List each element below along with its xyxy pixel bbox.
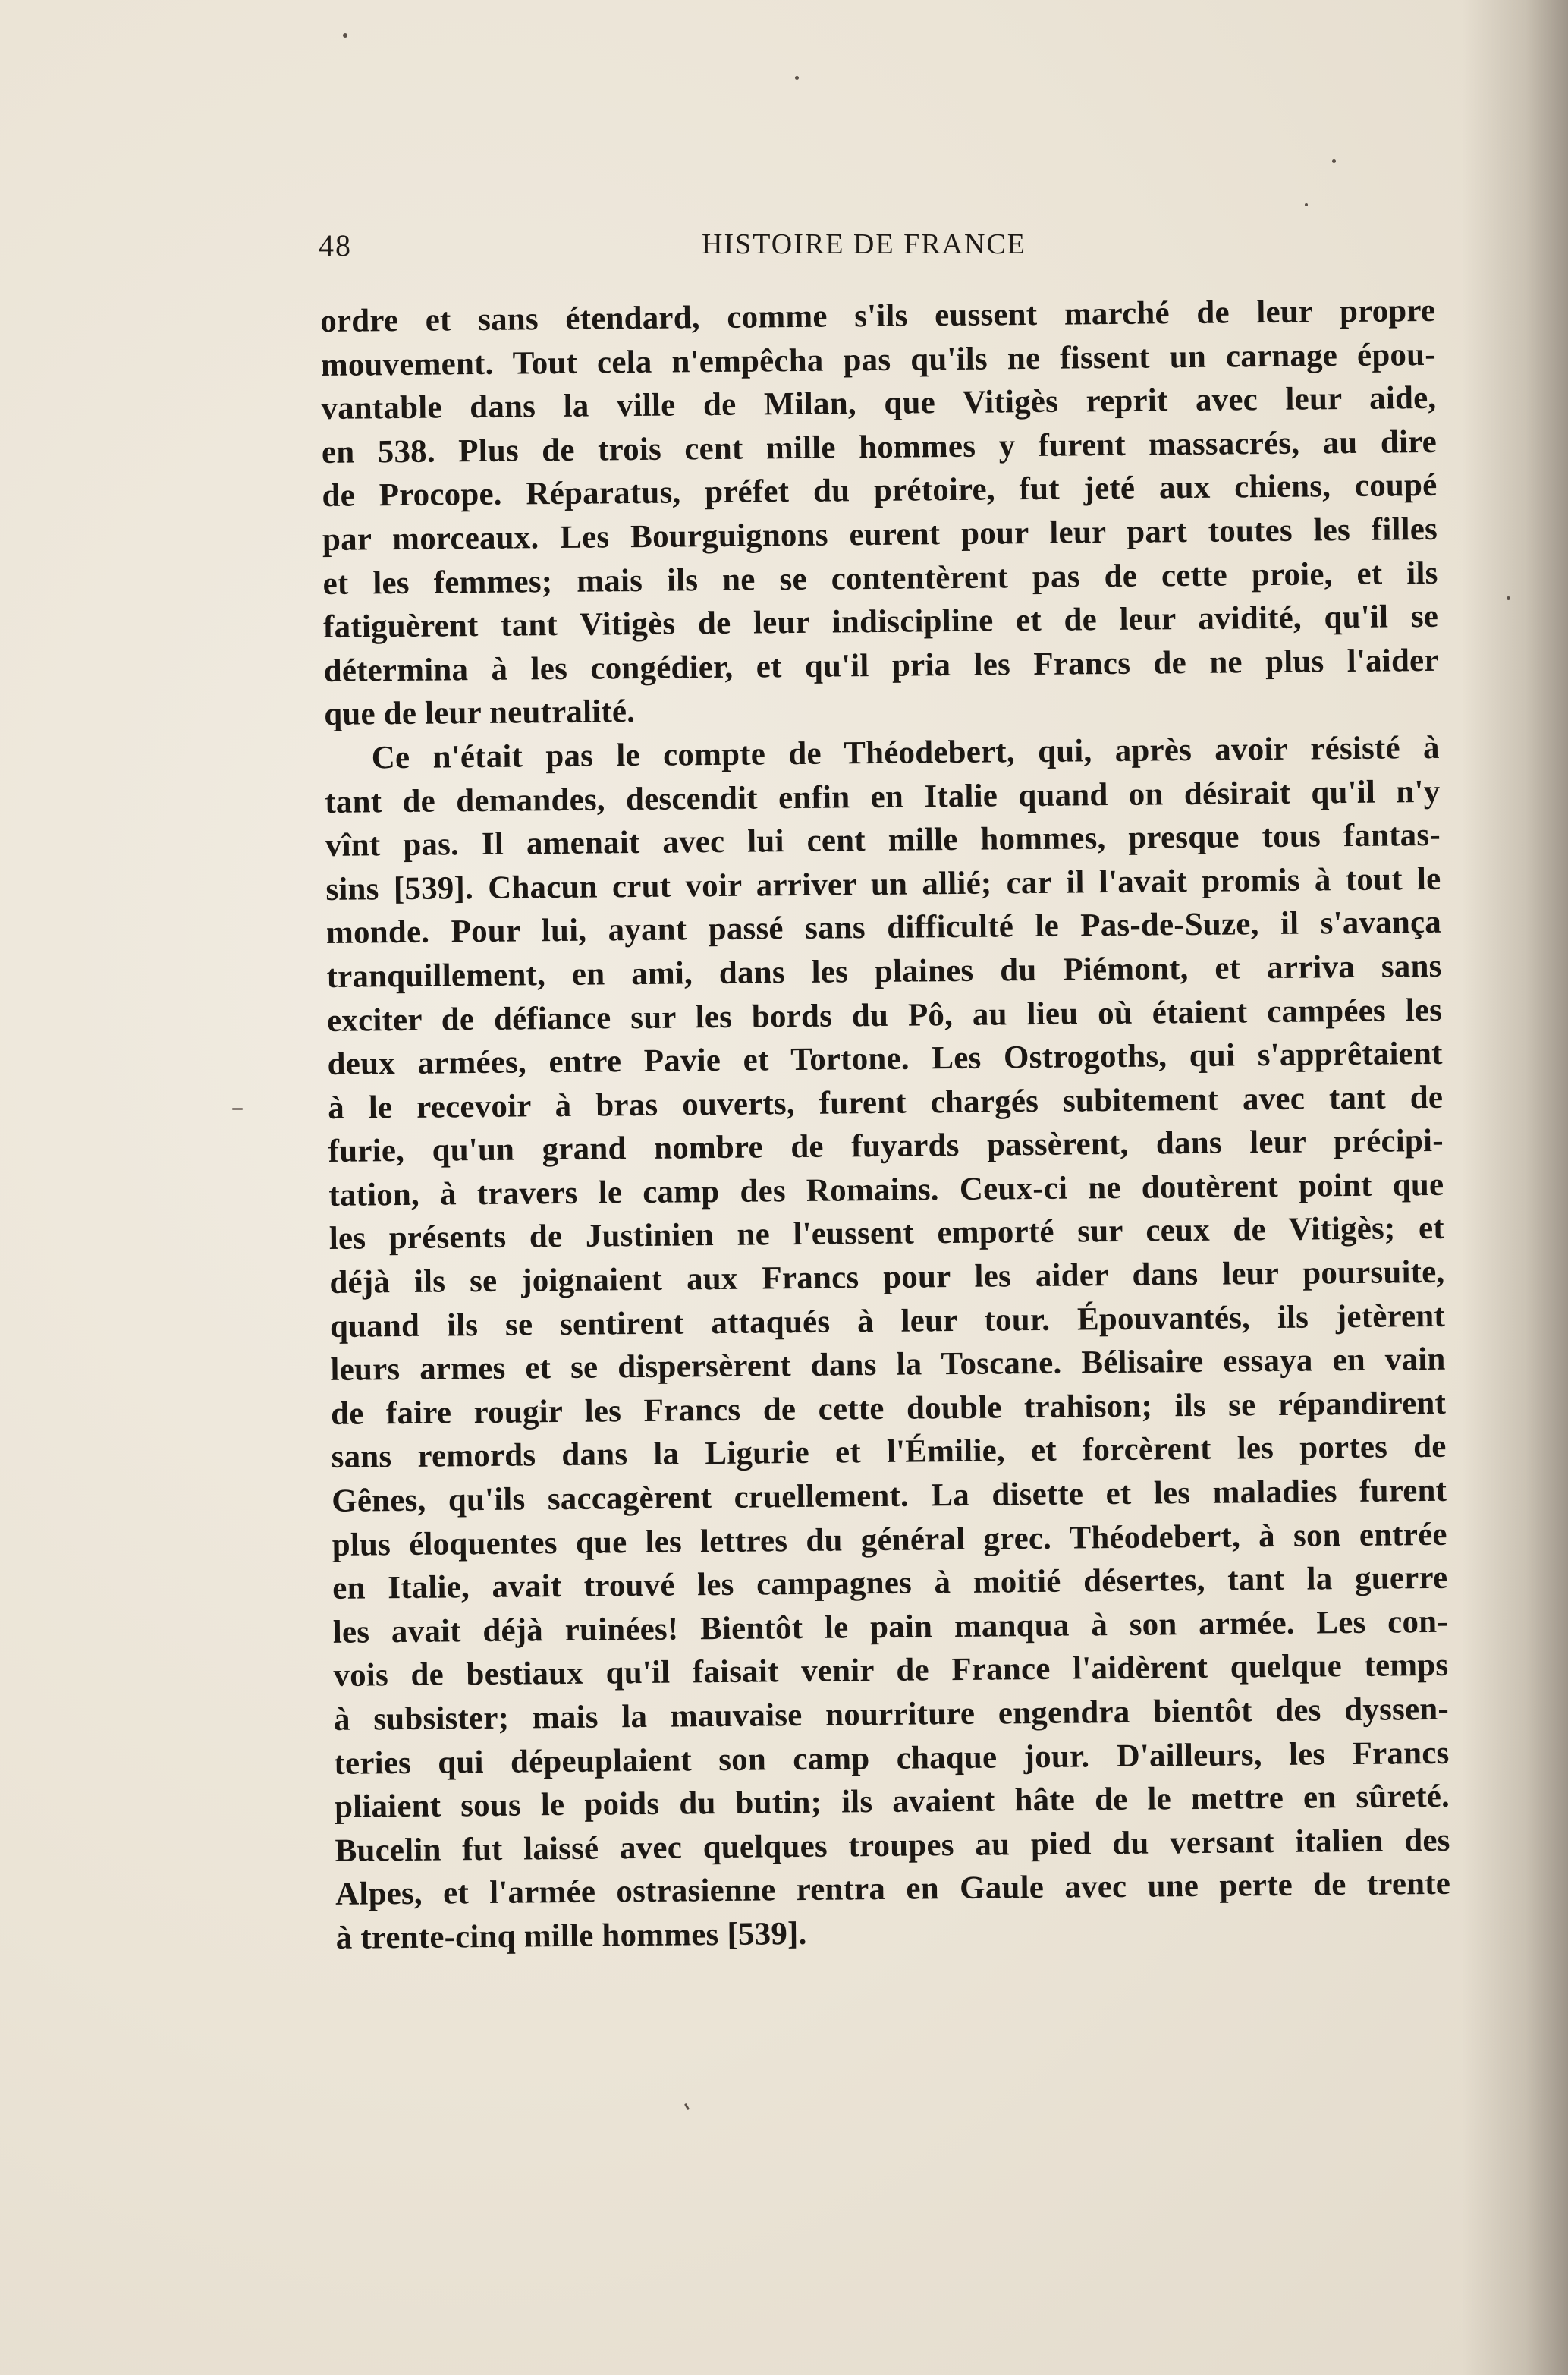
text-line: fatiguèrent tant Vitigès de leur indiscipline et de leur avidité, qu'il se — [322, 599, 1439, 646]
paper-speck — [684, 2103, 690, 2110]
text-line: déjà ils se joignaient aux Francs pour les aider dans leur poursuite, — [329, 1254, 1445, 1301]
paper-speck — [343, 33, 347, 38]
text-line: sans remords dans la Ligurie et l'Émilie, et forcèrent les portes de — [331, 1429, 1447, 1476]
paragraph-1 — [320, 289, 1439, 737]
text-line: à le recevoir à bras ouverts, furent chargés subitement avec tant de — [327, 1079, 1444, 1126]
text-line: vois de bestiaux qu'il faisait venir de France l'aidèrent quelque temps — [333, 1647, 1449, 1694]
text-line: vînt pas. Il amenait avec lui cent mille hommes, presque tous fantas- — [325, 816, 1441, 864]
text-line: furie, qu'un grand nombre de fuyards passèrent, dans leur précipi- — [328, 1123, 1444, 1170]
text-line: leurs armes et se dispersèrent dans la Toscane. Bélisaire essaya en vain — [330, 1342, 1446, 1389]
text-line: les présents de Justinien ne l'eussent emporté sur ceux de Vitigès; et — [328, 1210, 1445, 1257]
text-line: mouvement. Tout cela n'empêcha pas qu'ils ne fissent un carnage épou- — [320, 336, 1436, 383]
text-line: ordre et sans étendard, comme s'ils eussent marché de leur propre — [320, 292, 1436, 339]
paper-speck — [232, 1108, 243, 1110]
text-line: monde. Pour lui, ayant passé sans difficulté le Pas-de-Suze, il s'avança — [325, 904, 1442, 952]
paper-speck — [1332, 159, 1336, 163]
page-number: 48 — [319, 228, 352, 263]
text-line: tranquillement, en ami, dans les plaines du Piémont, et arriva sans — [326, 948, 1442, 995]
text-line: exciter de défiance sur les bords du Pô, au lieu où étaient campées les — [326, 992, 1443, 1039]
text-line: en Italie, avait trouvé les campagnes à moitié désertes, tant la guerre — [332, 1560, 1448, 1607]
text-line: Alpes, et l'armée ostrasienne rentra en Gaule avec une perte de trente — [335, 1866, 1451, 1913]
text-line: tant de demandes, descendit enfin en Italie quand on désirait qu'il n'y — [325, 773, 1441, 820]
page-gutter-shadow — [1462, 0, 1568, 2375]
text-line: plus éloquentes que les lettres du général grec. Théodebert, à son entrée — [332, 1516, 1447, 1563]
text-line: détermina à les congédier, et qu'il pria les Francs de ne plus l'aider — [323, 642, 1439, 689]
text-line: deux armées, entre Pavie et Tortone. Les Ostrogoths, qui s'apprêtaient — [327, 1035, 1443, 1083]
text-line: en 538. Plus de trois cent mille hommes y furent massacrés, au dire — [321, 423, 1438, 470]
paper-speck — [1305, 203, 1308, 206]
paragraph-2 — [325, 726, 1451, 1961]
running-title: HISTOIRE DE FRANCE — [702, 228, 1026, 260]
text-line: Ce n'était pas le compte de Théodebert, qui, après avoir résisté à — [371, 729, 1440, 776]
text-line: sins [539]. Chacun crut voir arriver un allié; car il l'avait promis à tout le — [325, 860, 1441, 908]
text-line: et les femmes; mais ils ne se contentèrent pas de cette proie, et ils — [322, 555, 1438, 602]
text-line: Gênes, qu'ils saccagèrent cruellement. La disette et les maladies furent — [331, 1472, 1447, 1519]
text-line: teries qui dépeuplaient son camp chaque jour. D'ailleurs, les Francs — [334, 1735, 1450, 1782]
text-line: vantable dans la ville de Milan, que Vitigès reprit avec leur aide, — [321, 380, 1437, 427]
text-line: que de leur neutralité. — [324, 694, 636, 733]
text-line: à trente-cinq mille hommes [539]. — [335, 1915, 807, 1956]
text-line: tation, à travers le camp des Romains. Ceux-ci ne doutèrent point que — [328, 1166, 1444, 1213]
page-header — [319, 228, 1434, 273]
text-line: à subsister; mais la mauvaise nourriture engendra bientôt des dyssen- — [333, 1691, 1450, 1738]
text-line: Bucelin fut laissé avec quelques troupes au pied du versant italien des — [335, 1822, 1450, 1869]
text-line: pliaient sous le poids du butin; ils avaient hâte de le mettre en sûreté. — [334, 1778, 1450, 1826]
text-line: de faire rougir les Francs de cette double trahison; ils se répandirent — [330, 1385, 1447, 1432]
body-text — [320, 289, 1451, 1961]
text-line: de Procope. Réparatus, préfet du prétoire, fut jeté aux chiens, coupé — [322, 467, 1438, 514]
paper-speck — [1507, 596, 1510, 600]
text-line: quand ils se sentirent attaqués à leur tour. Épouvantés, ils jetèrent — [329, 1298, 1446, 1345]
text-line: par morceaux. Les Bourguignons eurent pour leur part toutes les filles — [322, 511, 1438, 558]
paper-speck — [795, 76, 799, 80]
text-line: les avait déjà ruinées! Bientôt le pain manqua à son armée. Les con- — [332, 1603, 1449, 1650]
